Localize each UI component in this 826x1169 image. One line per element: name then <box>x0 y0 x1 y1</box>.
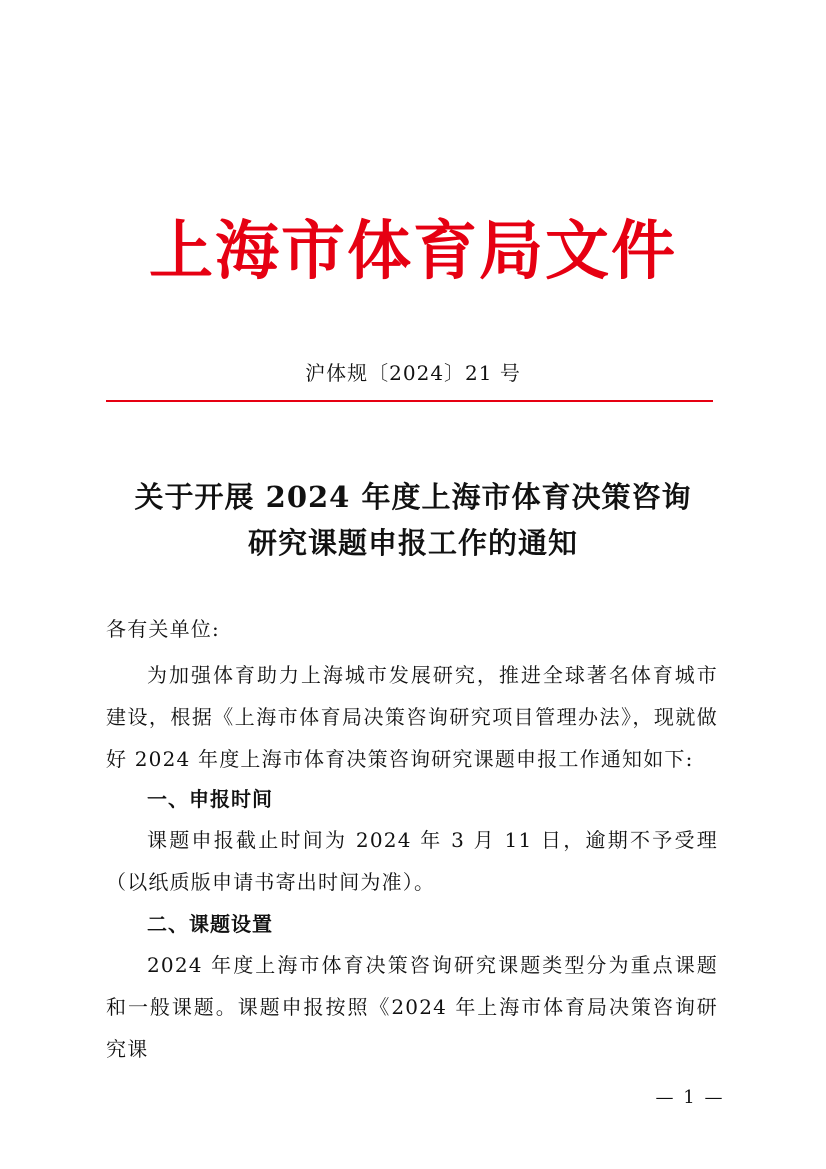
paragraph-intro: 为加强体育助力上海城市发展研究，推进全球著名体育城市建设，根据《上海市体育局决策咨询研究项目管理办法》，现就做好 2024 年度上海市体育决策咨询研究课题申报工作通知如下: <box>106 663 718 771</box>
document-title-line-1: 关于开展 2024 年度上海市体育决策咨询 <box>134 480 692 514</box>
paragraph-topic-types: 2024 年度上海市体育决策咨询研究课题类型分为重点课题和一般课题。课题申报按照《2024 年上海市体育局决策咨询研究课 <box>106 953 718 1061</box>
salutation: 各有关单位: <box>106 617 220 641</box>
document-title-line-2: 研究课题申报工作的通知 <box>247 526 578 560</box>
red-divider-line <box>106 400 713 402</box>
page-number: — 1 — <box>655 1087 725 1108</box>
paragraph-deadline: 课题申报截止时间为 2024 年 3 月 11 日，逾期不予受理（以纸质版申请书寄出时间为准）。 <box>106 828 718 894</box>
section-heading-topic-settings: 二、课题设置 <box>147 912 273 936</box>
document-number: 沪体规〔2024〕21 号 <box>305 361 521 385</box>
masthead-title: 上海市体育局文件 <box>149 214 677 289</box>
section-heading-application-time: 一、申报时间 <box>147 787 273 811</box>
document-title <box>0 474 826 566</box>
